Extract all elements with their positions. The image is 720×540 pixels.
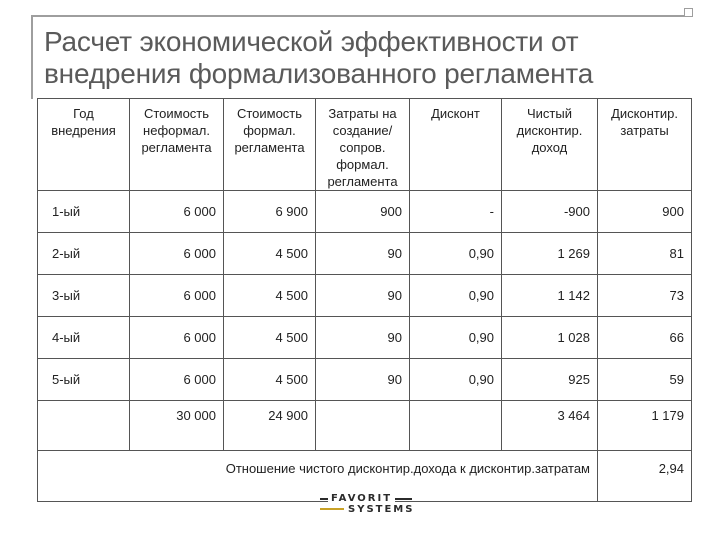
- cell-informal-cost: 6 000: [130, 275, 224, 317]
- cell-net-income: 1 028: [502, 317, 598, 359]
- title-line-1: Расчет экономической эффективности от: [44, 26, 579, 57]
- cell-discounted-costs: 81: [598, 233, 692, 275]
- table-row: [38, 191, 692, 233]
- cell-informal-cost: 6 000: [130, 317, 224, 359]
- favorit-systems-logo: [320, 494, 414, 520]
- cell-informal-cost: 6 000: [130, 191, 224, 233]
- frame-left-rule: [31, 15, 33, 99]
- cell-creation-cost: 90: [316, 233, 410, 275]
- header-discount: Дисконт: [410, 99, 502, 191]
- cell-discount: -: [410, 191, 502, 233]
- slide-title: [44, 26, 704, 90]
- cell-net-income: -900: [502, 191, 598, 233]
- logo-word-favorit: FAVORIT: [328, 493, 395, 504]
- title-line-2: внедрения формализованного регламента: [44, 58, 594, 89]
- frame-corner-square: [684, 8, 693, 17]
- cell-year: 2-ый: [38, 233, 130, 275]
- cell-formal-cost: 4 500: [224, 275, 316, 317]
- ratio-value: 2,94: [598, 451, 692, 502]
- total-discount: [410, 401, 502, 451]
- cell-discount: 0,90: [410, 275, 502, 317]
- cell-formal-cost: 4 500: [224, 317, 316, 359]
- cell-discount: 0,90: [410, 359, 502, 401]
- cell-formal-cost: 4 500: [224, 359, 316, 401]
- cell-discount: 0,90: [410, 317, 502, 359]
- cell-net-income: 925: [502, 359, 598, 401]
- cell-year: 3-ый: [38, 275, 130, 317]
- total-net-income: 3 464: [502, 401, 598, 451]
- header-informal-cost: Стоимость неформал. регламента: [130, 99, 224, 191]
- header-row: [38, 99, 692, 191]
- cell-creation-cost: 90: [316, 317, 410, 359]
- frame-top-rule: [31, 15, 691, 17]
- cell-year: 1-ый: [38, 191, 130, 233]
- totals-row: [38, 401, 692, 451]
- logo-accent: [320, 508, 344, 510]
- cell-discounted-costs: 900: [598, 191, 692, 233]
- cell-creation-cost: 90: [316, 275, 410, 317]
- header-creation-cost: Затраты на создание/ сопров. формал. регламента: [316, 99, 410, 191]
- table-row: [38, 317, 692, 359]
- ratio-label: Отношение чистого дисконтир.дохода к дисконтир.затратам: [38, 451, 598, 502]
- cell-discounted-costs: 73: [598, 275, 692, 317]
- cell-net-income: 1 269: [502, 233, 598, 275]
- header-net-income: Чистый дисконтир. доход: [502, 99, 598, 191]
- cell-year: 4-ый: [38, 317, 130, 359]
- total-discounted-costs: 1 179: [598, 401, 692, 451]
- table-row: [38, 233, 692, 275]
- table-row: [38, 359, 692, 401]
- cell-discount: 0,90: [410, 233, 502, 275]
- total-formal-cost: 24 900: [224, 401, 316, 451]
- cell-discounted-costs: 66: [598, 317, 692, 359]
- cell-creation-cost: 900: [316, 191, 410, 233]
- logo-word-systems: SYSTEMS: [348, 504, 415, 515]
- cell-formal-cost: 6 900: [224, 191, 316, 233]
- cell-formal-cost: 4 500: [224, 233, 316, 275]
- cell-discounted-costs: 59: [598, 359, 692, 401]
- total-creation-cost: [316, 401, 410, 451]
- total-year: [38, 401, 130, 451]
- cell-net-income: 1 142: [502, 275, 598, 317]
- header-formal-cost: Стоимость формал. регламента: [224, 99, 316, 191]
- cell-year: 5-ый: [38, 359, 130, 401]
- table-row: [38, 275, 692, 317]
- total-informal-cost: 30 000: [130, 401, 224, 451]
- cell-informal-cost: 6 000: [130, 359, 224, 401]
- cell-informal-cost: 6 000: [130, 233, 224, 275]
- header-discounted-costs: Дисконтир. затраты: [598, 99, 692, 191]
- header-year: Год внедрения: [38, 99, 130, 191]
- cell-creation-cost: 90: [316, 359, 410, 401]
- efficiency-table: [37, 98, 692, 502]
